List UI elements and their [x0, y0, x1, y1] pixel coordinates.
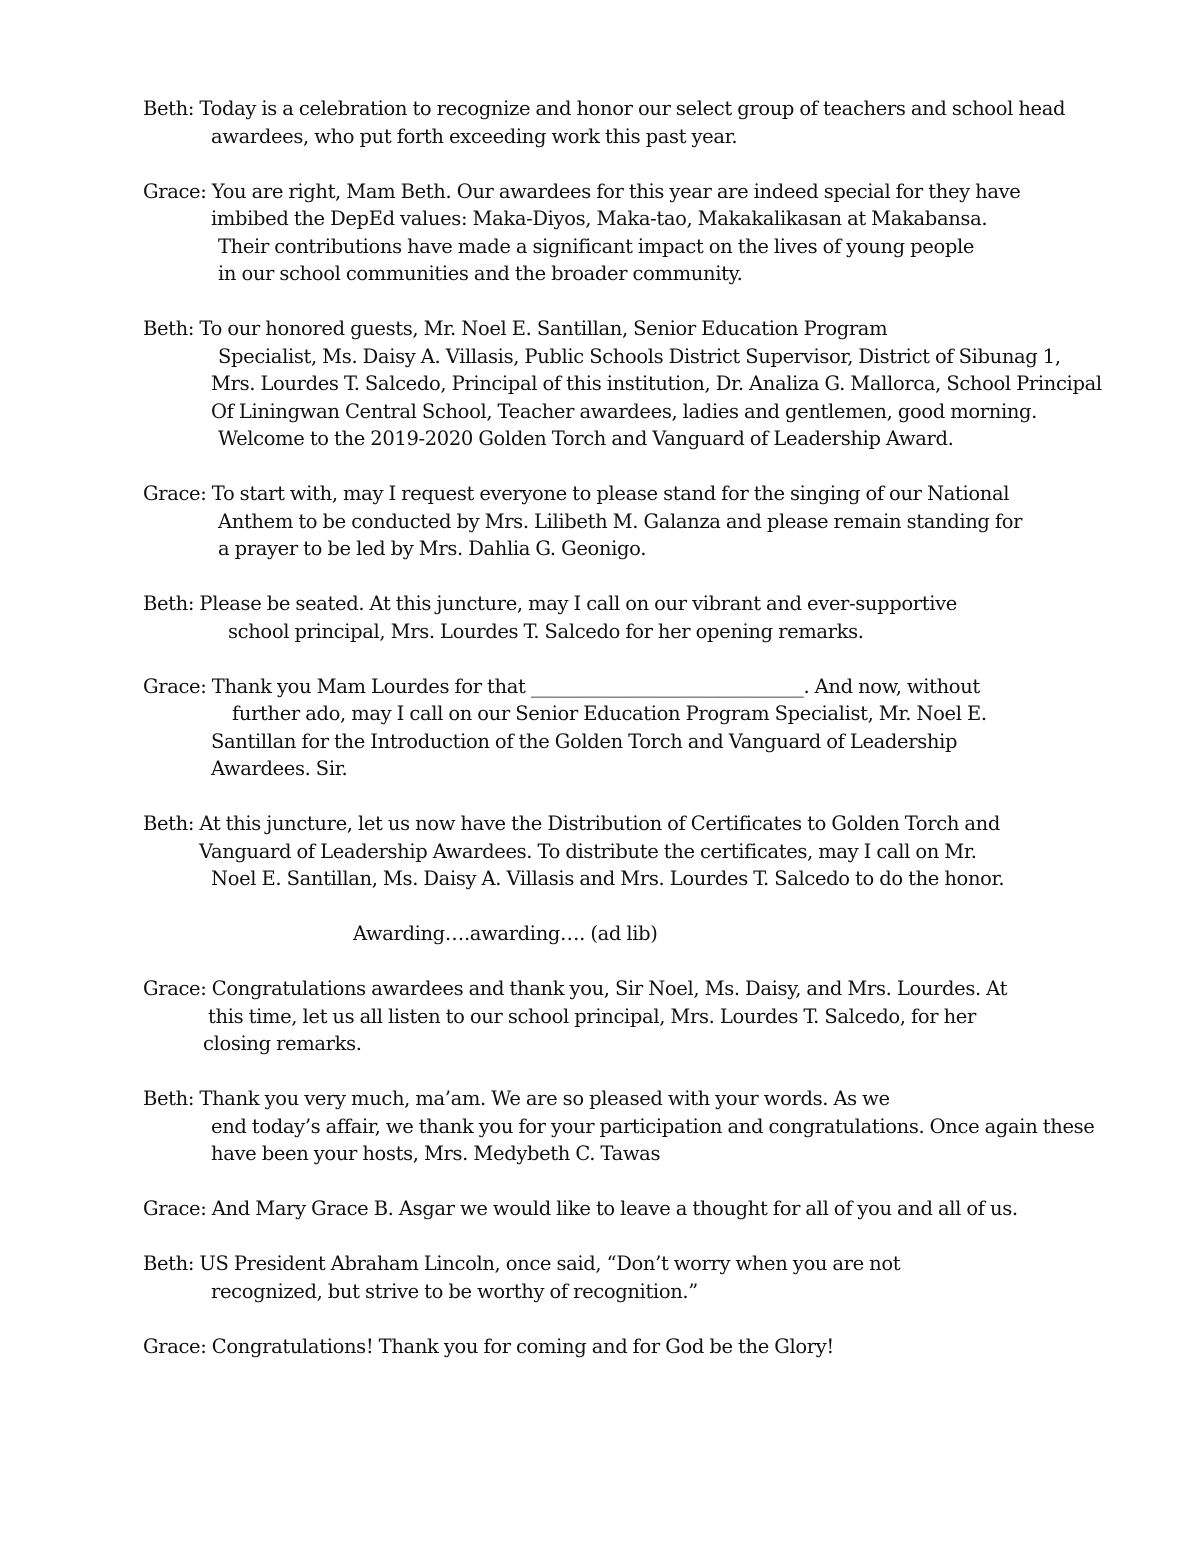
text-line: Beth: At this juncture, let us now have the Distribution of Certificates to Golden Torch and: [143, 812, 1001, 835]
text-line: Awardees. Sir.: [211, 757, 348, 780]
text-line: Beth: Today is a celebration to recognize and honor our select group of teachers and school head: [143, 97, 1066, 120]
stage-direction: Awarding….awarding…. (ad lib): [353, 922, 658, 945]
text-line: Anthem to be conducted by Mrs. Lilibeth M. Galanza and please remain standing for: [218, 510, 1023, 533]
text-line: Beth: Please be seated. At this juncture, may I call on our vibrant and ever-supportive: [143, 592, 957, 615]
text-line: Welcome to the 2019-2020 Golden Torch and Vanguard of Leadership Award.: [218, 427, 954, 450]
text-line: awardees, who put forth exceeding work this past year.: [211, 125, 738, 148]
text-line: Beth: US President Abraham Lincoln, once said, “Don’t worry when you are not: [143, 1252, 901, 1275]
text-line: a prayer to be led by Mrs. Dahlia G. Geonigo.: [218, 537, 647, 560]
text-line: school principal, Mrs. Lourdes T. Salcedo for her opening remarks.: [228, 620, 864, 643]
text-line: in our school communities and the broader community.: [218, 262, 743, 285]
text-line: Mrs. Lourdes T. Salcedo, Principal of this institution, Dr. Analiza G. Mallorca, School Principal: [211, 372, 1102, 395]
text-line: Grace: Thank you Mam Lourdes for that _____________________________. And now, without: [143, 675, 980, 698]
text-line: Grace: To start with, may I request everyone to please stand for the singing of our National: [143, 482, 1010, 505]
text-line: Grace: You are right, Mam Beth. Our awardees for this year are indeed special for they have: [143, 180, 1021, 203]
text-line: Grace: And Mary Grace B. Asgar we would like to leave a thought for all of you and all of us.: [143, 1197, 1018, 1220]
text-line: Grace: Congratulations awardees and thank you, Sir Noel, Ms. Daisy, and Mrs. Lourdes. At: [143, 977, 1008, 1000]
text-line: Specialist, Ms. Daisy A. Villasis, Public Schools District Supervisor, District of Sibunag 1,: [218, 345, 1061, 368]
text-line: imbibed the DepEd values: Maka-Diyos, Maka-tao, Makakalikasan at Makabansa.: [211, 207, 988, 230]
text-line: Beth: Thank you very much, ma’am. We are so pleased with your words. As we: [143, 1087, 890, 1110]
text-line: Santillan for the Introduction of the Golden Torch and Vanguard of Leadership: [211, 730, 958, 753]
text-line: Grace: Congratulations! Thank you for coming and for God be the Glory!: [143, 1335, 834, 1358]
text-line: end today’s affair, we thank you for your participation and congratulations. Once again these: [211, 1115, 1095, 1138]
text-line: recognized, but strive to be worthy of recognition.”: [211, 1280, 698, 1303]
text-line: Beth: To our honored guests, Mr. Noel E. Santillan, Senior Education Program: [143, 317, 888, 340]
text-line: Of Liningwan Central School, Teacher awardees, ladies and gentlemen, good morning.: [211, 400, 1038, 423]
text-line: further ado, may I call on our Senior Education Program Specialist, Mr. Noel E.: [232, 702, 987, 725]
text-line: Noel E. Santillan, Ms. Daisy A. Villasis and Mrs. Lourdes T. Salcedo to do the honor.: [211, 867, 1005, 890]
text-line: this time, let us all listen to our school principal, Mrs. Lourdes T. Salcedo, for her: [208, 1005, 976, 1028]
text-line: have been your hosts, Mrs. Medybeth C. Tawas: [211, 1142, 661, 1165]
text-line: closing remarks.: [203, 1032, 362, 1055]
text-line: Their contributions have made a significant impact on the lives of young people: [218, 235, 975, 258]
text-line: Vanguard of Leadership Awardees. To distribute the certificates, may I call on Mr.: [199, 840, 977, 863]
